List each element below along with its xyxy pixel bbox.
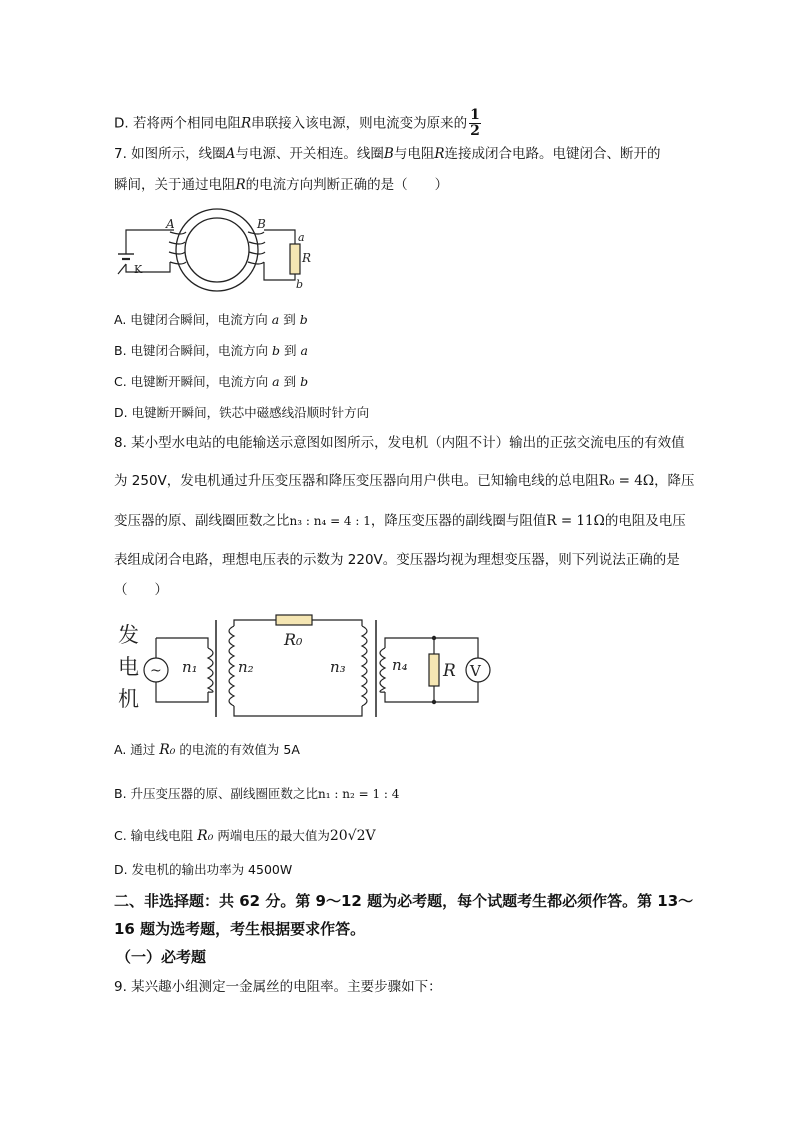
svg-text:~: ~ — [150, 663, 162, 679]
q7-option-c: C. 电键断开瞬间，电流方向 a 到 b — [114, 374, 309, 389]
q8-stem-line4: 表组成闭合电路，理想电压表的示数为 220V。变压器均视为理想变压器，则下列说法正确的是 — [114, 552, 680, 568]
q8-option-c: C. 输电线电阻 R₀ 两端电压的最大值为20√2V — [114, 828, 376, 844]
iron-ring-outer — [176, 209, 258, 291]
svg-text:发: 发 — [118, 623, 139, 647]
svg-text:b: b — [296, 278, 304, 291]
section2-heading-line2: 16 题为选考题，考生根据要求作答。 — [114, 920, 366, 938]
q7-option-b: B. 电键闭合瞬间，电流方向 b 到 a — [114, 343, 308, 358]
label-k: K — [134, 263, 143, 276]
svg-text:机: 机 — [118, 687, 139, 711]
coil-n4 — [380, 648, 385, 692]
iron-ring-inner — [185, 218, 249, 282]
svg-text:V: V — [470, 662, 481, 680]
resistor-r0 — [276, 615, 312, 625]
q8-stem-line5: （ ） — [114, 582, 168, 598]
svg-text:R₀: R₀ — [284, 630, 303, 649]
coil-n1 — [208, 648, 213, 692]
resistor-r — [290, 244, 300, 274]
fraction-one-half: $\frac{1}{2}$ — [470, 107, 480, 139]
label-coil-a: A — [166, 217, 175, 231]
q8-stem-line3: 变压器的原、副线圈匝数之比n₃ : n₄ = 4 : 1，降压变压器的副线圈与阻值R = 11Ω的电阻及电压 — [114, 513, 686, 529]
svg-text:n₄: n₄ — [392, 656, 408, 674]
svg-text:n₁: n₁ — [182, 658, 198, 676]
q8-transmission-figure — [112, 612, 502, 722]
q7-option-d: D. 电键断开瞬间，铁芯中磁感线沿顺时针方向 — [114, 405, 370, 420]
coil-n3 — [362, 626, 367, 706]
q7-stem-line2: 瞬间，关于通过电阻R的电流方向判断正确的是（ ） — [114, 177, 449, 193]
q6-option-d: D. 若将两个相同电阻R串联接入该电源，则电流变为原来的 $\frac{1}{2}$ — [114, 107, 480, 139]
resistor-load-r — [429, 654, 439, 686]
q7-coil-figure — [112, 202, 322, 292]
section2-subheading: （一）必考题 — [116, 948, 207, 966]
q8-stem-line2: 为 250V，发电机通过升压变压器和降压变压器向用户供电。已知输电线的总电阻R₀ = 4Ω，降压 — [114, 473, 695, 489]
q8-option-b: B. 升压变压器的原、副线圈匝数之比n₁ : n₂ = 1 : 4 — [114, 786, 400, 801]
q8-option-d: D. 发电机的输出功率为 4500W — [114, 862, 293, 877]
label-coil-b: B — [257, 217, 266, 231]
svg-text:a: a — [298, 231, 305, 244]
section2-heading-line1: 二、非选择题：共 62 分。第 9～12 题为必考题，每个试题考生都必须作答。第 13～ — [114, 892, 694, 910]
q8-stem-line1: 8. 某小型水电站的电能输送示意图如图所示，发电机（内阻不计）输出的正弦交流电压的有效值 — [114, 435, 685, 451]
q7-stem-line1: 7. 如图所示，线圈A与电源、开关相连。线圈B与电阻R连接成闭合电路。电键闭合、断开的 — [114, 146, 661, 162]
coil-n2 — [229, 626, 234, 706]
q8-option-a: A. 通过 R₀ 的电流的有效值为 5A — [114, 742, 300, 758]
svg-text:R: R — [443, 661, 456, 681]
switch-k — [118, 264, 126, 274]
svg-text:n₃: n₃ — [330, 658, 346, 676]
svg-text:n₂: n₂ — [238, 658, 254, 676]
svg-text:R: R — [302, 251, 312, 265]
q9-stem: 9. 某兴趣小组测定一金属丝的电阻率。主要步骤如下： — [114, 979, 442, 995]
q7-option-a: A. 电键闭合瞬间，电流方向 a 到 b — [114, 312, 308, 327]
svg-text:电: 电 — [118, 655, 139, 679]
